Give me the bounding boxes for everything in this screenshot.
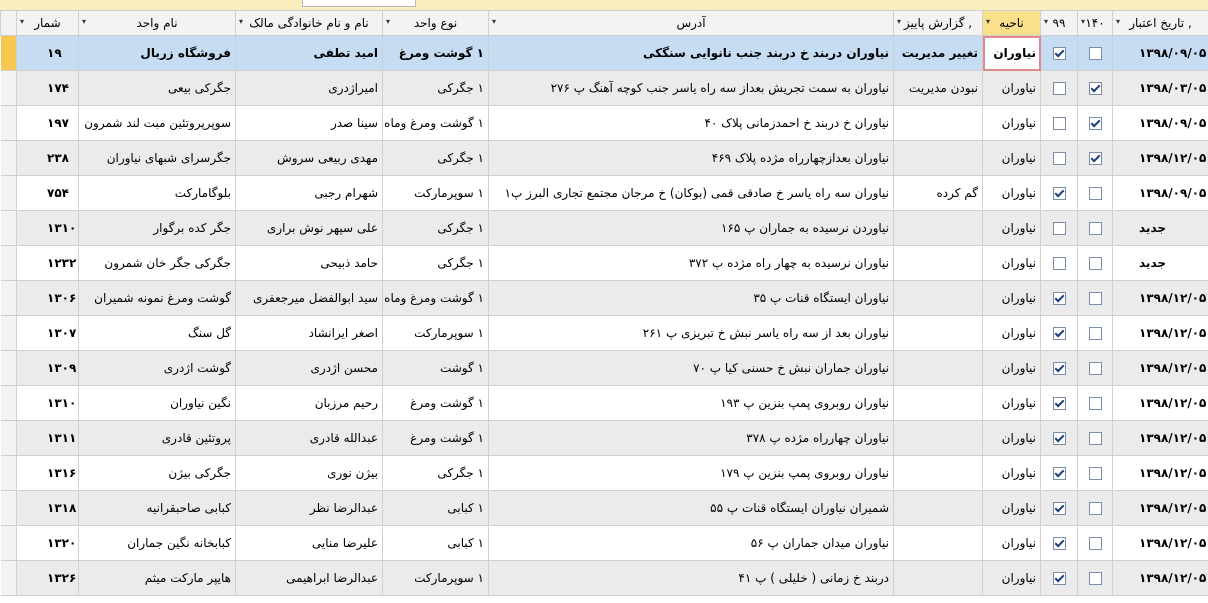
cell-gozaresh[interactable]	[894, 386, 983, 421]
checkbox[interactable]	[1053, 117, 1066, 130]
row-selector[interactable]	[1, 491, 17, 526]
checkbox[interactable]	[1053, 397, 1066, 410]
cell-99[interactable]	[1041, 456, 1078, 491]
cell-name-malek[interactable]: عبدالرضا ابراهیمی	[236, 561, 383, 596]
col-header-noe-vahed[interactable]: ▾ نوع واحد	[383, 11, 489, 36]
cell-name-vahed[interactable]: گوشت اژدری	[79, 351, 236, 386]
table-row[interactable]	[1, 246, 1208, 281]
cell-tarikh[interactable]: ۱۳۹۸/۱۲/۰۵	[1113, 561, 1208, 596]
checkbox[interactable]	[1053, 82, 1066, 95]
row-selector[interactable]	[1, 561, 17, 596]
cell-noe-vahed[interactable]: ۱ گوشت ومرغ	[383, 36, 489, 71]
cell-name-malek[interactable]: بیژن نوری	[236, 456, 383, 491]
cell-name-vahed[interactable]: جگرسرای شبهای نیاوران	[79, 141, 236, 176]
sort-arrow-icon[interactable]: ▾	[1116, 17, 1121, 26]
cell-nahie[interactable]: نیاوران	[983, 246, 1041, 281]
cell-name-malek[interactable]: سید ابوالفضل میرجعفری	[236, 281, 383, 316]
cell-shomare[interactable]: ۱۳۰۶	[17, 281, 79, 316]
cell-tarikh[interactable]: ۱۳۹۸/۱۲/۰۵	[1113, 526, 1208, 561]
cell-99[interactable]	[1041, 526, 1078, 561]
formula-box[interactable]	[302, 0, 416, 7]
table-row[interactable]	[1, 526, 1208, 561]
cell-1400[interactable]	[1078, 526, 1113, 561]
row-selector[interactable]	[1, 456, 17, 491]
cell-gozaresh[interactable]	[894, 211, 983, 246]
cell-adres[interactable]: نیاوران چهارراه مژده پ ۳۷۸	[489, 421, 894, 456]
row-selector[interactable]	[1, 176, 17, 211]
cell-nahie[interactable]: نیاوران	[983, 561, 1041, 596]
cell-adres[interactable]: نیاوران روبروی پمپ بنزین پ ۱۹۳	[489, 386, 894, 421]
checkbox[interactable]	[1089, 467, 1102, 480]
cell-name-vahed[interactable]: جگرکی جگر خان شمرون	[79, 246, 236, 281]
cell-nahie[interactable]: نیاوران	[983, 141, 1041, 176]
cell-noe-vahed[interactable]: ۱ جگرکی	[383, 141, 489, 176]
cell-gozaresh[interactable]	[894, 561, 983, 596]
cell-shomare[interactable]: ۱۲۳۲	[17, 246, 79, 281]
cell-name-vahed[interactable]: پروتئین قادری	[79, 421, 236, 456]
col-header-nahie[interactable]: ▾ ناحیه	[983, 11, 1041, 36]
cell-name-vahed[interactable]: کبابی صاحبقرانیه	[79, 491, 236, 526]
cell-gozaresh[interactable]	[894, 106, 983, 141]
cell-name-malek[interactable]: اصغر ایرانشاد	[236, 316, 383, 351]
cell-1400[interactable]	[1078, 281, 1113, 316]
checkbox[interactable]	[1089, 152, 1102, 165]
row-selector[interactable]	[1, 316, 17, 351]
cell-1400[interactable]	[1078, 386, 1113, 421]
cell-tarikh[interactable]: ۱۳۹۸/۰۳/۰۵	[1113, 71, 1208, 106]
cell-name-malek[interactable]: عبدالرضا نظر	[236, 491, 383, 526]
cell-adres[interactable]: نیاوران بعدازچهارراه مژده پلاک ۴۶۹	[489, 141, 894, 176]
checkbox[interactable]	[1053, 502, 1066, 515]
cell-noe-vahed[interactable]: ۱ جگرکی	[383, 246, 489, 281]
cell-name-malek[interactable]: امید تطفی	[236, 36, 383, 71]
checkbox[interactable]	[1053, 327, 1066, 340]
cell-name-vahed[interactable]: جگرکی بیژن	[79, 456, 236, 491]
checkbox[interactable]	[1089, 502, 1102, 515]
cell-shomare[interactable]: ۱۳۱۸	[17, 491, 79, 526]
col-header-gozaresh[interactable]: ▾ گزارش پاییز ,	[894, 11, 983, 36]
cell-99[interactable]	[1041, 561, 1078, 596]
cell-99[interactable]	[1041, 71, 1078, 106]
col-header-tarikh[interactable]: ▾ تاریخ اعتبار ,	[1113, 11, 1208, 36]
checkbox[interactable]	[1089, 327, 1102, 340]
table-row[interactable]	[1, 491, 1208, 526]
cell-nahie[interactable]: نیاوران	[983, 351, 1041, 386]
cell-99[interactable]	[1041, 281, 1078, 316]
cell-1400[interactable]	[1078, 316, 1113, 351]
cell-shomare[interactable]: ۱۳۲۰	[17, 526, 79, 561]
table-row[interactable]	[1, 106, 1208, 141]
cell-name-malek[interactable]: رحیم مرزبان	[236, 386, 383, 421]
cell-99[interactable]	[1041, 421, 1078, 456]
cell-noe-vahed[interactable]: ۱ جگرکی	[383, 456, 489, 491]
cell-99[interactable]	[1041, 141, 1078, 176]
cell-shomare[interactable]: ۱۳۱۰	[17, 211, 79, 246]
cell-1400[interactable]	[1078, 491, 1113, 526]
cell-99[interactable]	[1041, 106, 1078, 141]
col-header-name-vahed[interactable]: ▾ نام واحد	[79, 11, 236, 36]
row-selector[interactable]	[1, 386, 17, 421]
cell-name-vahed[interactable]: کبابخانه نگین جماران	[79, 526, 236, 561]
row-selector[interactable]	[1, 141, 17, 176]
table-row[interactable]	[1, 141, 1208, 176]
cell-99[interactable]	[1041, 351, 1078, 386]
cell-tarikh[interactable]: ۱۳۹۸/۱۲/۰۵	[1113, 386, 1208, 421]
cell-1400[interactable]	[1078, 141, 1113, 176]
cell-name-vahed[interactable]: گوشت ومرغ نمونه شمیران	[79, 281, 236, 316]
col-header-name-malek[interactable]: ▾ نام و نام خانوادگی مالک	[236, 11, 383, 36]
cell-tarikh[interactable]: ۱۳۹۸/۰۹/۰۵	[1113, 106, 1208, 141]
cell-name-vahed[interactable]: جگرکی بیعی	[79, 71, 236, 106]
cell-name-malek[interactable]: مهدی ربیعی سروش	[236, 141, 383, 176]
cell-name-malek[interactable]: حامد ذبیحی	[236, 246, 383, 281]
cell-tarikh[interactable]: ۱۳۹۸/۱۲/۰۵	[1113, 456, 1208, 491]
cell-gozaresh[interactable]	[894, 281, 983, 316]
checkbox[interactable]	[1089, 362, 1102, 375]
cell-noe-vahed[interactable]: ۱ کبابی	[383, 491, 489, 526]
cell-shomare[interactable]: ۲۳۸	[17, 141, 79, 176]
cell-nahie[interactable]: نیاوران	[983, 106, 1041, 141]
cell-adres[interactable]: دربند خ زمانی ( خلیلی ) پ ۴۱	[489, 561, 894, 596]
cell-gozaresh[interactable]: تغییر مدیریت	[894, 36, 983, 71]
cell-adres[interactable]: نیاوران نرسیده به چهار راه مژده پ ۳۷۲	[489, 246, 894, 281]
cell-gozaresh[interactable]	[894, 246, 983, 281]
checkbox[interactable]	[1053, 432, 1066, 445]
cell-1400[interactable]	[1078, 246, 1113, 281]
col-header-1400[interactable]: ▾ ۱۴۰	[1078, 11, 1113, 36]
cell-adres[interactable]: نیاوردن نرسیده به جماران پ ۱۶۵	[489, 211, 894, 246]
row-selector[interactable]	[1, 211, 17, 246]
cell-adres[interactable]: نیاوران میدان جماران پ ۵۶	[489, 526, 894, 561]
cell-nahie[interactable]: نیاوران	[983, 211, 1041, 246]
cell-noe-vahed[interactable]: ۱ کبابی	[383, 526, 489, 561]
cell-noe-vahed[interactable]: ۱ گوشت ومرغ وماه	[383, 281, 489, 316]
cell-gozaresh[interactable]: نبودن مدیریت	[894, 71, 983, 106]
checkbox[interactable]	[1053, 572, 1066, 585]
cell-1400[interactable]	[1078, 421, 1113, 456]
cell-name-vahed[interactable]: نگین نیاوران	[79, 386, 236, 421]
cell-name-malek[interactable]: علی سپهر نوش براری	[236, 211, 383, 246]
cell-tarikh[interactable]: ۱۳۹۸/۱۲/۰۵	[1113, 421, 1208, 456]
cell-adres[interactable]: نیاوران ایستگاه قنات پ ۳۵	[489, 281, 894, 316]
table-row[interactable]	[1, 71, 1208, 106]
checkbox[interactable]	[1053, 362, 1066, 375]
cell-adres[interactable]: نیاوران بعد از سه راه یاسر نبش خ تبریزی پ ۲۶۱	[489, 316, 894, 351]
cell-1400[interactable]	[1078, 211, 1113, 246]
cell-adres[interactable]: نیاوران سه راه یاسر خ صادقی قمی (بوکان) خ مرجان مجتمع تجاری البرز پ۱	[489, 176, 894, 211]
cell-name-malek[interactable]: علیرضا منایی	[236, 526, 383, 561]
cell-gozaresh[interactable]	[894, 316, 983, 351]
sort-arrow-icon[interactable]: ▾	[239, 17, 244, 26]
cell-adres[interactable]: شمیران نیاوران ایستگاه قنات پ ۵۵	[489, 491, 894, 526]
cell-name-malek[interactable]: سینا صدر	[236, 106, 383, 141]
cell-shomare[interactable]: ۷۵۴	[17, 176, 79, 211]
cell-gozaresh[interactable]	[894, 141, 983, 176]
sort-arrow-icon[interactable]: ▾	[492, 17, 497, 26]
cell-adres[interactable]: نیاوران روبروی پمپ بنزین پ ۱۷۹	[489, 456, 894, 491]
cell-adres[interactable]: نیاوران جماران نبش خ حسنی کیا پ ۷۰	[489, 351, 894, 386]
checkbox[interactable]	[1089, 537, 1102, 550]
cell-tarikh[interactable]: ۱۳۹۸/۰۹/۰۵	[1113, 36, 1208, 71]
checkbox[interactable]	[1089, 432, 1102, 445]
cell-nahie[interactable]: نیاوران	[983, 36, 1041, 71]
table-row[interactable]	[1, 176, 1208, 211]
checkbox[interactable]	[1053, 187, 1066, 200]
cell-1400[interactable]	[1078, 106, 1113, 141]
cell-1400[interactable]	[1078, 71, 1113, 106]
cell-name-vahed[interactable]: فروشگاه زربال	[79, 36, 236, 71]
cell-gozaresh[interactable]	[894, 421, 983, 456]
checkbox[interactable]	[1089, 47, 1102, 60]
cell-shomare[interactable]: ۱۳۰۹	[17, 351, 79, 386]
cell-name-vahed[interactable]: گل سنگ	[79, 316, 236, 351]
cell-99[interactable]	[1041, 386, 1078, 421]
cell-99[interactable]	[1041, 36, 1078, 71]
row-selector[interactable]	[1, 246, 17, 281]
filter-sort-icon[interactable]: ▾	[986, 17, 991, 26]
cell-gozaresh[interactable]: گم کرده	[894, 176, 983, 211]
row-selector[interactable]	[1, 526, 17, 561]
checkbox[interactable]	[1053, 467, 1066, 480]
table-row[interactable]	[1, 36, 1208, 71]
header-row	[1, 11, 1208, 36]
table-row[interactable]	[1, 281, 1208, 316]
row-selector[interactable]	[1, 71, 17, 106]
table-row[interactable]	[1, 351, 1208, 386]
checkbox[interactable]	[1053, 292, 1066, 305]
sort-arrow-icon[interactable]: ▾	[20, 17, 25, 26]
cell-1400[interactable]	[1078, 456, 1113, 491]
row-selector[interactable]	[1, 421, 17, 456]
checkbox[interactable]	[1053, 47, 1066, 60]
datasheet-grid	[0, 10, 1208, 596]
checkbox[interactable]	[1089, 222, 1102, 235]
cell-name-malek[interactable]: عبدالله قادری	[236, 421, 383, 456]
cell-1400[interactable]	[1078, 351, 1113, 386]
cell-noe-vahed[interactable]: ۱ گوشت ومرغ	[383, 386, 489, 421]
cell-99[interactable]	[1041, 491, 1078, 526]
table-row[interactable]	[1, 211, 1208, 246]
cell-99[interactable]	[1041, 246, 1078, 281]
checkbox[interactable]	[1053, 152, 1066, 165]
cell-adres[interactable]: نیاوران دربند خ دربند جنب نانوایی سنگکی	[489, 36, 894, 71]
cell-tarikh[interactable]: ۱۳۹۸/۱۲/۰۵	[1113, 351, 1208, 386]
cell-shomare[interactable]: ۱۳۱۶	[17, 456, 79, 491]
checkbox[interactable]	[1089, 572, 1102, 585]
cell-shomare[interactable]: ۱۳۱۱	[17, 421, 79, 456]
cell-name-vahed[interactable]: جگر کده برگوار	[79, 211, 236, 246]
cell-1400[interactable]	[1078, 36, 1113, 71]
col-header-shomare[interactable]: ▾ شمار	[17, 11, 79, 36]
row-selector[interactable]	[1, 106, 17, 141]
cell-name-vahed[interactable]: بلوگامارکت	[79, 176, 236, 211]
cell-99[interactable]	[1041, 211, 1078, 246]
col-header-adres[interactable]: ▾ آدرس	[489, 11, 894, 36]
cell-nahie[interactable]: نیاوران	[983, 71, 1041, 106]
cell-name-malek[interactable]: محسن اژدری	[236, 351, 383, 386]
sort-arrow-icon[interactable]: ▾	[386, 17, 391, 26]
cell-noe-vahed[interactable]: ۱ جگرکی	[383, 71, 489, 106]
cell-name-vahed[interactable]: سوپرپروتئین مبت لند شمرون	[79, 106, 236, 141]
row-selector[interactable]	[1, 36, 17, 71]
cell-adres[interactable]: نیاوران خ دربند خ احمدزمانی پلاک ۴۰	[489, 106, 894, 141]
cell-nahie[interactable]: نیاوران	[983, 316, 1041, 351]
checkbox[interactable]	[1089, 397, 1102, 410]
cell-1400[interactable]	[1078, 561, 1113, 596]
cell-noe-vahed[interactable]: ۱ سوپرمارکت	[383, 316, 489, 351]
cell-name-malek[interactable]: امیراژدری	[236, 71, 383, 106]
cell-noe-vahed[interactable]: ۱ جگرکی	[383, 211, 489, 246]
cell-shomare[interactable]: ۱۳۰۷	[17, 316, 79, 351]
row-selector[interactable]	[1, 281, 17, 316]
cell-1400[interactable]	[1078, 176, 1113, 211]
checkbox[interactable]	[1053, 537, 1066, 550]
cell-shomare[interactable]: ۱۷۴	[17, 71, 79, 106]
cell-name-vahed[interactable]: هایپر مارکت میثم	[79, 561, 236, 596]
table-row[interactable]	[1, 316, 1208, 351]
cell-noe-vahed[interactable]: ۱ سوپرمارکت	[383, 176, 489, 211]
checkbox[interactable]	[1053, 222, 1066, 235]
cell-gozaresh[interactable]	[894, 456, 983, 491]
cell-nahie[interactable]: نیاوران	[983, 281, 1041, 316]
cell-noe-vahed[interactable]: ۱ گوشت	[383, 351, 489, 386]
checkbox[interactable]	[1089, 82, 1102, 95]
sort-arrow-icon[interactable]: ▾	[1081, 17, 1086, 26]
sort-arrow-icon[interactable]: ▾	[897, 17, 902, 26]
checkbox[interactable]	[1089, 117, 1102, 130]
cell-shomare[interactable]: ۱۳۱۰	[17, 386, 79, 421]
cell-shomare[interactable]: ۱۳۲۶	[17, 561, 79, 596]
cell-shomare[interactable]: ۱۹۷	[17, 106, 79, 141]
row-selector[interactable]	[1, 351, 17, 386]
cell-tarikh[interactable]: ۱۳۹۸/۱۲/۰۵	[1113, 491, 1208, 526]
table-row[interactable]	[1, 456, 1208, 491]
checkbox[interactable]	[1089, 257, 1102, 270]
cell-adres[interactable]: نیاوران به سمت تجریش بعداز سه راه یاسر جنب کوچه آهنگ پ ۲۷۶	[489, 71, 894, 106]
cell-99[interactable]	[1041, 316, 1078, 351]
checkbox[interactable]	[1089, 292, 1102, 305]
cell-nahie[interactable]: نیاوران	[983, 491, 1041, 526]
cell-tarikh[interactable]: جدید	[1113, 211, 1208, 246]
cell-tarikh[interactable]: ۱۳۹۸/۱۲/۰۵	[1113, 141, 1208, 176]
row-selector-header[interactable]	[1, 11, 17, 36]
cell-nahie[interactable]: نیاوران	[983, 526, 1041, 561]
cell-tarikh[interactable]: جدید	[1113, 246, 1208, 281]
sort-arrow-icon[interactable]: ▾	[1044, 17, 1049, 26]
cell-name-malek[interactable]: شهرام رجبی	[236, 176, 383, 211]
cell-noe-vahed[interactable]: ۱ سوپرمارکت	[383, 561, 489, 596]
checkbox[interactable]	[1053, 257, 1066, 270]
checkbox[interactable]	[1089, 187, 1102, 200]
cell-99[interactable]	[1041, 176, 1078, 211]
table-row[interactable]	[1, 386, 1208, 421]
table-row[interactable]	[1, 421, 1208, 456]
table-row[interactable]	[1, 561, 1208, 596]
cell-nahie[interactable]: نیاوران	[983, 386, 1041, 421]
sort-arrow-icon[interactable]: ▾	[82, 17, 87, 26]
cell-nahie[interactable]: نیاوران	[983, 176, 1041, 211]
cell-gozaresh[interactable]	[894, 491, 983, 526]
cell-tarikh[interactable]: ۱۳۹۸/۱۲/۰۵	[1113, 316, 1208, 351]
cell-nahie[interactable]: نیاوران	[983, 456, 1041, 491]
cell-shomare[interactable]: ۱۹	[17, 36, 79, 71]
cell-tarikh[interactable]: ۱۳۹۸/۱۲/۰۵	[1113, 281, 1208, 316]
cell-gozaresh[interactable]	[894, 526, 983, 561]
col-header-99[interactable]: ▾ ۹۹	[1041, 11, 1078, 36]
cell-noe-vahed[interactable]: ۱ گوشت ومرغ وماه	[383, 106, 489, 141]
cell-tarikh[interactable]: ۱۳۹۸/۰۹/۰۵	[1113, 176, 1208, 211]
cell-gozaresh[interactable]	[894, 351, 983, 386]
cell-nahie[interactable]: نیاوران	[983, 421, 1041, 456]
cell-noe-vahed[interactable]: ۱ گوشت ومرغ	[383, 421, 489, 456]
